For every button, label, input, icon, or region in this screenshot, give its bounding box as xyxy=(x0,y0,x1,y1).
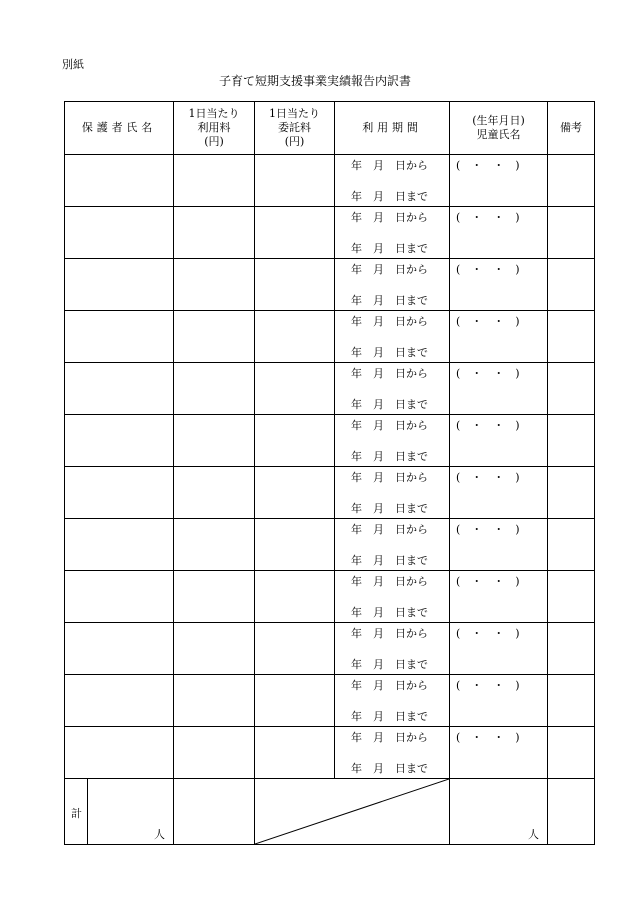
period-from-text: 年 月 日から xyxy=(351,575,428,588)
commission-fee-cell[interactable] xyxy=(255,363,335,415)
commission-fee-cell[interactable] xyxy=(255,155,335,207)
commission-fee-cell[interactable] xyxy=(255,727,335,779)
usage-fee-line-3: (円) xyxy=(204,135,224,148)
col-header-commission-fee xyxy=(255,102,335,155)
birth-date-text: ( ・ ・ ) xyxy=(456,367,520,380)
child-name-cell[interactable] xyxy=(450,259,548,311)
birth-date-text: ( ・ ・ ) xyxy=(456,679,520,692)
birth-date-text: ( ・ ・ ) xyxy=(456,731,520,744)
table-row xyxy=(65,207,595,259)
birth-date-text: ( ・ ・ ) xyxy=(456,419,520,432)
total-guardian-count-cell[interactable] xyxy=(88,779,174,845)
commission-fee-cell[interactable] xyxy=(255,259,335,311)
remarks-cell[interactable] xyxy=(548,623,595,675)
table-row xyxy=(65,259,595,311)
guardian-name-cell[interactable] xyxy=(65,571,174,623)
table-row xyxy=(65,727,595,779)
period-from-text: 年 月 日から xyxy=(351,315,428,328)
guardian-name-cell[interactable] xyxy=(65,155,174,207)
usage-period-cell[interactable] xyxy=(335,571,450,623)
remarks-cell[interactable] xyxy=(548,259,595,311)
period-to-text: 年 月 日まで xyxy=(351,554,428,567)
total-usage-fee-cell[interactable] xyxy=(174,779,255,845)
usage-period-cell[interactable] xyxy=(335,259,450,311)
birth-date-text: ( ・ ・ ) xyxy=(456,627,520,640)
birth-date-text: ( ・ ・ ) xyxy=(456,471,520,484)
child-name-cell[interactable] xyxy=(450,623,548,675)
total-diagonal-cell xyxy=(255,779,450,845)
period-to-text: 年 月 日まで xyxy=(351,346,428,359)
period-to-text: 年 月 日まで xyxy=(351,502,428,515)
usage-fee-line-1: 1日当たり xyxy=(188,107,240,120)
usage-period-cell[interactable] xyxy=(335,155,450,207)
birth-date-text: ( ・ ・ ) xyxy=(456,315,520,328)
period-to-text: 年 月 日まで xyxy=(351,190,428,203)
commission-fee-cell[interactable] xyxy=(255,311,335,363)
col-header-child-name xyxy=(450,102,548,155)
usage-period-cell[interactable] xyxy=(335,623,450,675)
diagonal-line xyxy=(255,779,449,844)
usage-fee-line-2: 利用料 xyxy=(197,121,231,134)
table-row xyxy=(65,155,595,207)
birth-date-text: ( ・ ・ ) xyxy=(456,211,520,224)
period-to-text: 年 月 日まで xyxy=(351,242,428,255)
commission-fee-line-3: (円) xyxy=(284,135,305,148)
child-birthdate-label: (生年月日) xyxy=(472,114,525,127)
remarks-cell[interactable] xyxy=(548,467,595,519)
attachment-note: 別紙 xyxy=(62,58,84,71)
guardian-name-cell[interactable] xyxy=(65,363,174,415)
usage-period-cell[interactable] xyxy=(335,311,450,363)
commission-fee-cell[interactable] xyxy=(255,675,335,727)
usage-fee-cell[interactable] xyxy=(174,363,255,415)
child-name-cell[interactable] xyxy=(450,519,548,571)
birth-date-text: ( ・ ・ ) xyxy=(456,263,520,276)
usage-fee-cell[interactable] xyxy=(174,415,255,467)
remarks-cell[interactable] xyxy=(548,519,595,571)
guardian-name-cell[interactable] xyxy=(65,311,174,363)
guardian-name-cell[interactable] xyxy=(65,519,174,571)
birth-date-text: ( ・ ・ ) xyxy=(456,575,520,588)
usage-fee-cell[interactable] xyxy=(174,155,255,207)
period-from-text: 年 月 日から xyxy=(351,211,428,224)
child-name-cell[interactable] xyxy=(450,467,548,519)
usage-fee-cell[interactable] xyxy=(174,467,255,519)
commission-fee-cell[interactable] xyxy=(255,207,335,259)
period-from-text: 年 月 日から xyxy=(351,523,428,536)
table-row xyxy=(65,623,595,675)
header-row xyxy=(65,102,595,155)
table-row xyxy=(65,519,595,571)
total-child-count-cell[interactable] xyxy=(450,779,548,845)
usage-period-cell[interactable] xyxy=(335,519,450,571)
col-header-guardian-name: 保護者氏名 xyxy=(65,102,174,155)
table-row xyxy=(65,415,595,467)
period-to-text: 年 月 日まで xyxy=(351,658,428,671)
col-header-remarks: 備考 xyxy=(548,102,595,155)
commission-fee-line-2: 委託料 xyxy=(278,121,311,134)
usage-period-cell[interactable] xyxy=(335,207,450,259)
col-header-usage-fee xyxy=(174,102,255,155)
total-label: 計 xyxy=(71,807,82,820)
usage-period-cell[interactable] xyxy=(335,363,450,415)
period-to-text: 年 月 日まで xyxy=(351,762,428,775)
child-name-cell[interactable] xyxy=(450,727,548,779)
period-to-text: 年 月 日まで xyxy=(351,710,428,723)
period-from-text: 年 月 日から xyxy=(351,471,428,484)
birth-date-text: ( ・ ・ ) xyxy=(456,523,520,536)
table-row xyxy=(65,571,595,623)
child-name-cell[interactable] xyxy=(450,571,548,623)
commission-fee-line-1: 1日当たり xyxy=(269,107,320,120)
remarks-cell[interactable] xyxy=(548,155,595,207)
remarks-cell[interactable] xyxy=(548,675,595,727)
remarks-cell[interactable] xyxy=(548,571,595,623)
usage-fee-cell[interactable] xyxy=(174,311,255,363)
commission-fee-cell[interactable] xyxy=(255,623,335,675)
total-row xyxy=(65,779,595,845)
remarks-cell[interactable] xyxy=(548,415,595,467)
period-to-text: 年 月 日まで xyxy=(351,294,428,307)
commission-fee-cell[interactable] xyxy=(255,415,335,467)
child-name-cell[interactable] xyxy=(450,415,548,467)
col-header-usage-period: 利用期間 xyxy=(335,102,450,155)
remarks-cell[interactable] xyxy=(548,311,595,363)
commission-fee-cell[interactable] xyxy=(255,571,335,623)
commission-fee-cell[interactable] xyxy=(255,467,335,519)
report-table xyxy=(64,101,595,845)
usage-period-cell[interactable] xyxy=(335,467,450,519)
usage-fee-cell[interactable] xyxy=(174,675,255,727)
child-name-cell[interactable] xyxy=(450,363,548,415)
remarks-cell[interactable] xyxy=(548,207,595,259)
guardian-name-cell[interactable] xyxy=(65,675,174,727)
usage-fee-cell[interactable] xyxy=(174,623,255,675)
period-from-text: 年 月 日から xyxy=(351,419,428,432)
child-name-cell[interactable] xyxy=(450,675,548,727)
guardian-name-cell[interactable] xyxy=(65,623,174,675)
period-from-text: 年 月 日から xyxy=(351,731,428,744)
child-name-cell[interactable] xyxy=(450,155,548,207)
guardian-name-cell[interactable] xyxy=(65,467,174,519)
document-title: 子育て短期支援事業実績報告内訳書 xyxy=(218,74,411,88)
guardian-name-cell[interactable] xyxy=(65,727,174,779)
guardian-name-cell[interactable] xyxy=(65,207,174,259)
period-to-text: 年 月 日まで xyxy=(351,398,428,411)
remarks-cell[interactable] xyxy=(548,363,595,415)
period-from-text: 年 月 日から xyxy=(351,627,428,640)
table-row xyxy=(65,363,595,415)
table-row xyxy=(65,311,595,363)
period-from-text: 年 月 日から xyxy=(351,367,428,380)
usage-fee-cell[interactable] xyxy=(174,259,255,311)
usage-fee-cell[interactable] xyxy=(174,727,255,779)
guardian-name-cell[interactable] xyxy=(65,415,174,467)
usage-fee-cell[interactable] xyxy=(174,571,255,623)
birth-date-text: ( ・ ・ ) xyxy=(456,159,520,172)
usage-fee-cell[interactable] xyxy=(174,207,255,259)
period-from-text: 年 月 日から xyxy=(351,679,428,692)
child-name-label: 児童氏名 xyxy=(476,128,521,141)
child-name-cell[interactable] xyxy=(450,311,548,363)
usage-period-cell[interactable] xyxy=(335,415,450,467)
total-remarks-cell[interactable] xyxy=(548,779,595,845)
guardian-name-cell[interactable] xyxy=(65,259,174,311)
table-row xyxy=(65,675,595,727)
period-to-text: 年 月 日まで xyxy=(351,606,428,619)
period-from-text: 年 月 日から xyxy=(351,263,428,276)
table-row xyxy=(65,467,595,519)
usage-fee-cell[interactable] xyxy=(174,519,255,571)
remarks-cell[interactable] xyxy=(548,727,595,779)
period-from-text: 年 月 日から xyxy=(351,159,428,172)
usage-period-cell[interactable] xyxy=(335,675,450,727)
period-to-text: 年 月 日まで xyxy=(351,450,428,463)
child-name-cell[interactable] xyxy=(450,207,548,259)
total-child-unit: 人 xyxy=(528,828,539,841)
total-label-cell xyxy=(65,779,88,845)
total-guardian-unit: 人 xyxy=(154,828,165,841)
commission-fee-cell[interactable] xyxy=(255,519,335,571)
usage-period-cell[interactable] xyxy=(335,727,450,779)
